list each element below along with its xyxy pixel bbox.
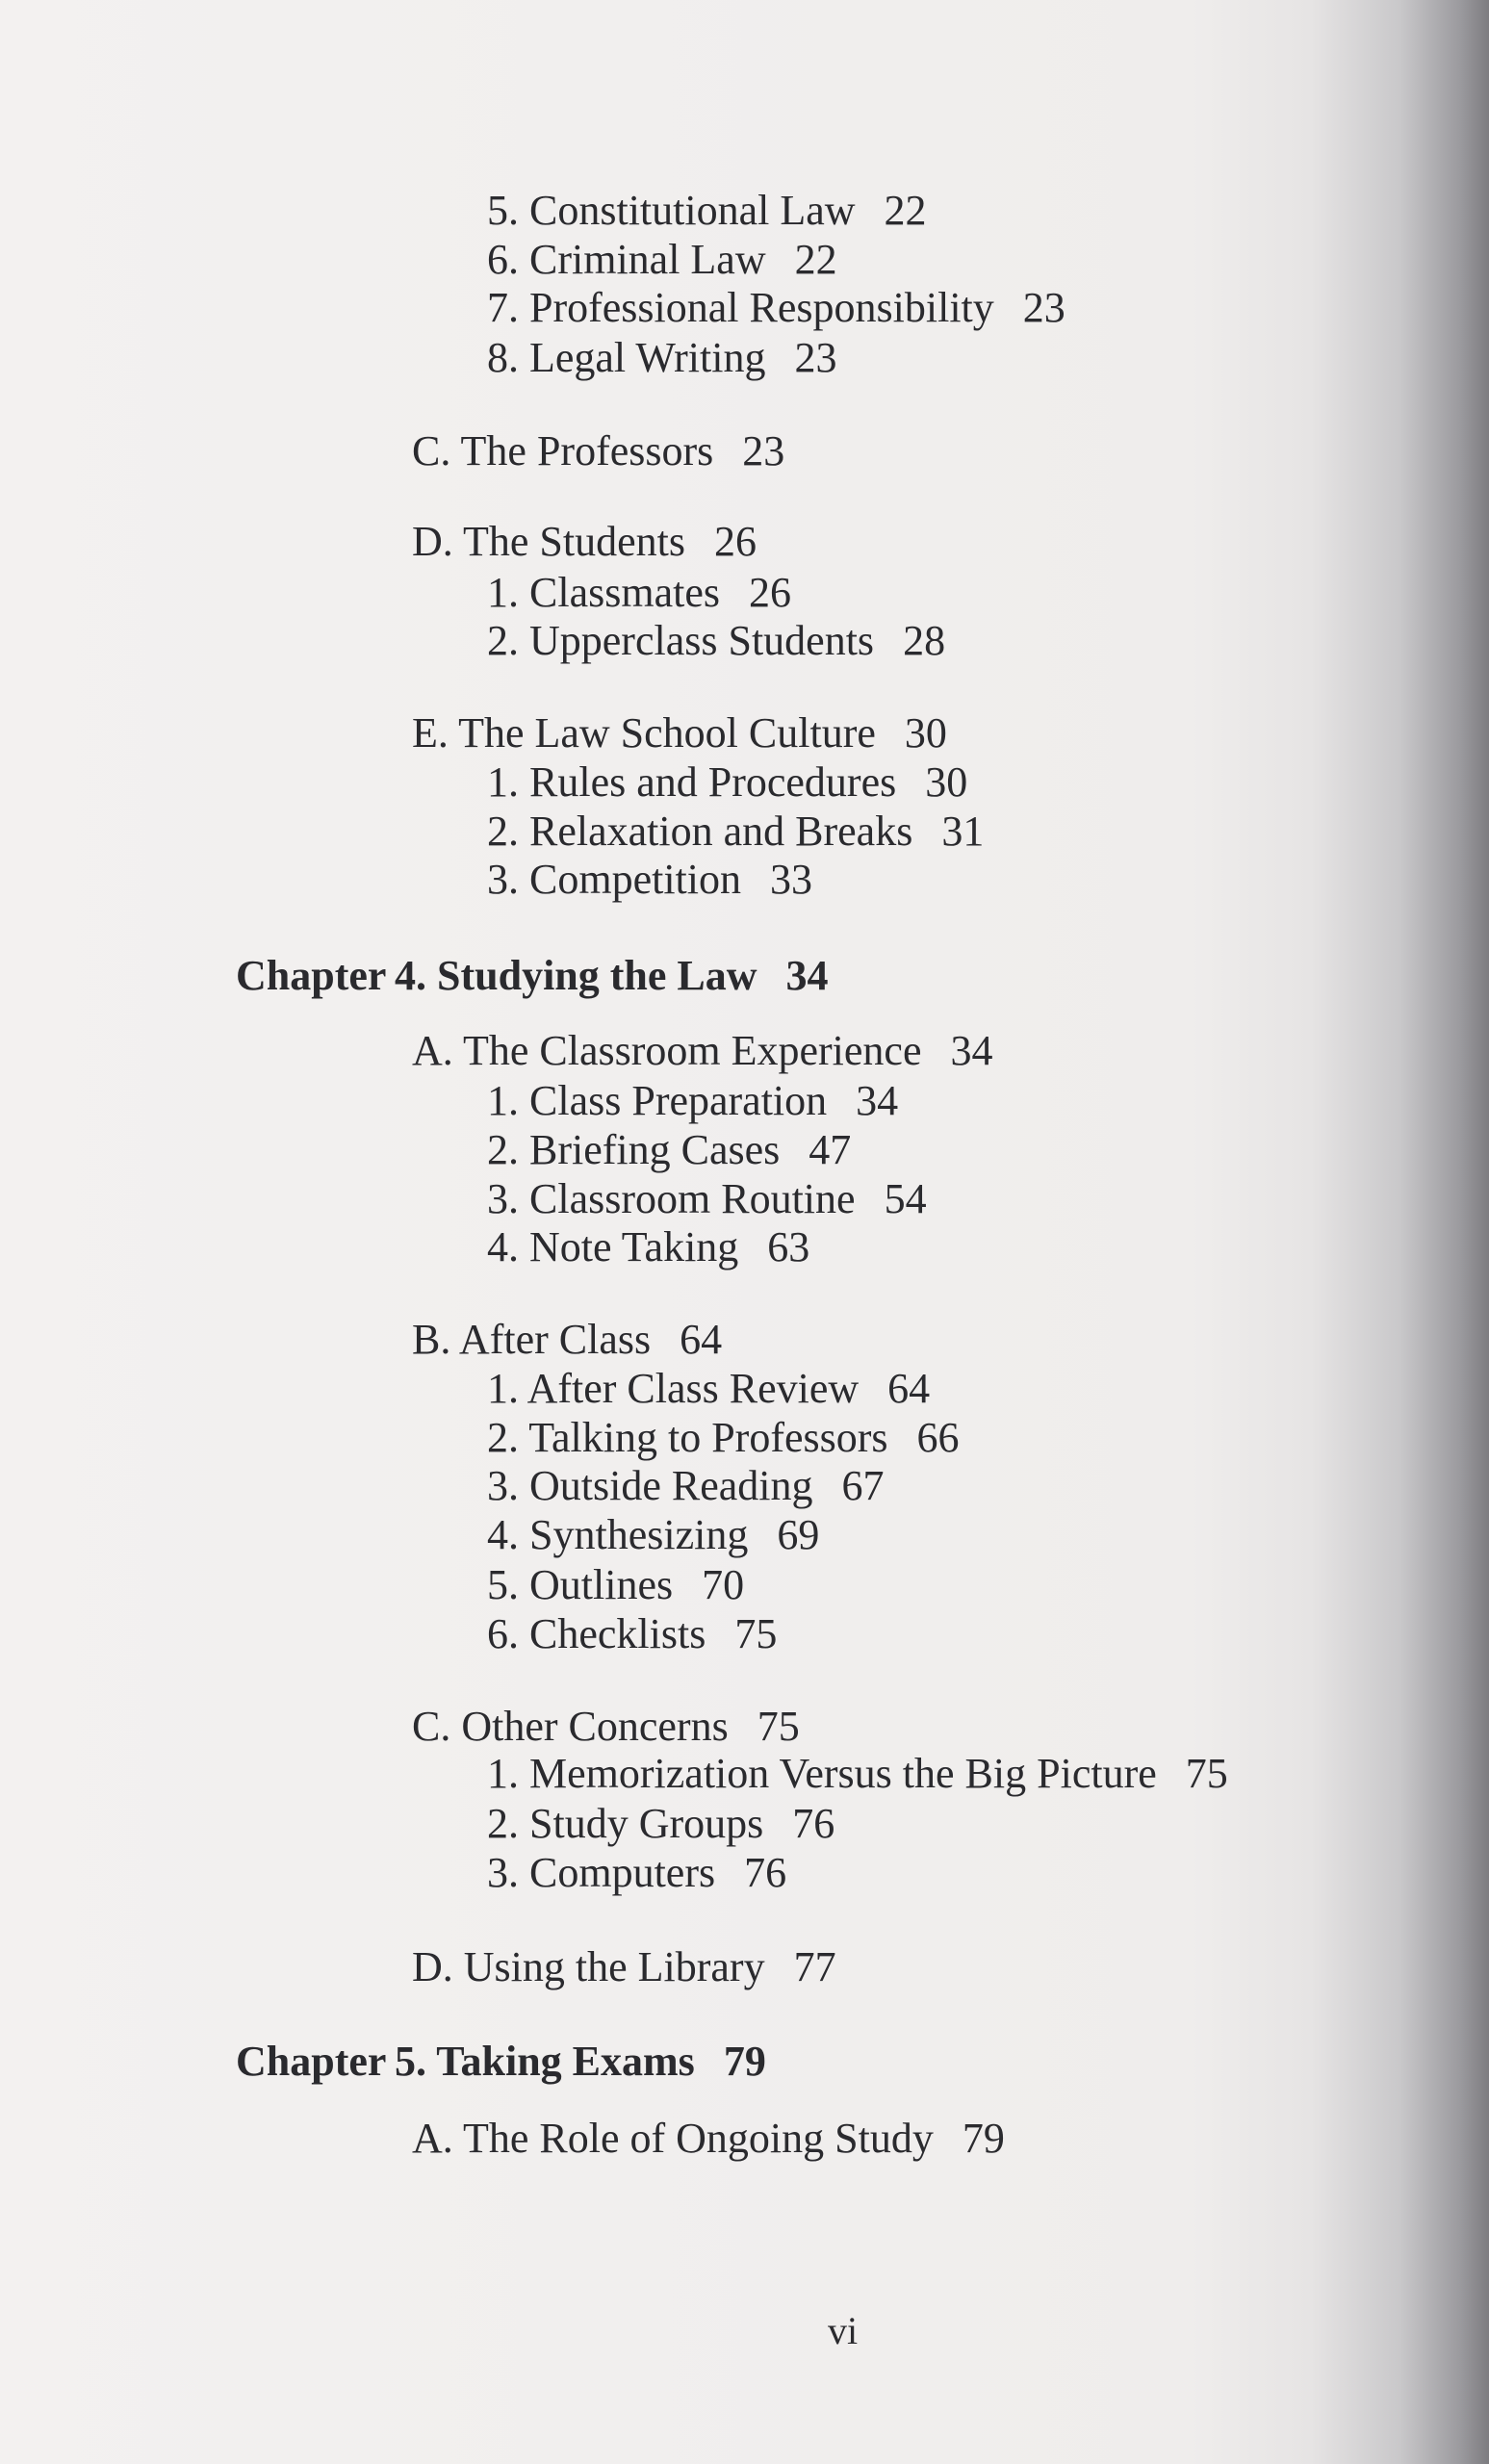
toc-entry <box>487 1223 810 1270</box>
entry-label: 2. Study Groups <box>487 1800 764 1847</box>
entry-label: A. The Role of Ongoing Study <box>412 2115 934 2162</box>
toc-entry <box>487 236 837 283</box>
entry-page: 75 <box>1185 1750 1228 1797</box>
entry-page: 23 <box>742 427 785 475</box>
toc-entry <box>487 1077 899 1124</box>
entry-label: 7. Professional Responsibility <box>487 284 994 331</box>
entry-label: 2. Upperclass Students <box>487 617 875 664</box>
entry-label: 3. Competition <box>487 856 741 903</box>
entry-page: 28 <box>903 617 946 664</box>
toc-entry <box>487 810 984 853</box>
page-number: vi <box>828 2309 859 2352</box>
entry-page: 30 <box>925 758 968 806</box>
toc-entry <box>487 1126 852 1173</box>
entry-label: B. After Class <box>412 1316 652 1363</box>
entry-label: 2. Talking to Professors <box>487 1414 888 1461</box>
entry-page: 70 <box>702 1561 745 1608</box>
toc-section <box>412 1943 836 1990</box>
entry-page: 23 <box>1022 284 1065 331</box>
entry-page: 22 <box>884 187 927 234</box>
toc-entry <box>487 617 946 664</box>
entry-label: 5. Outlines <box>487 1561 674 1608</box>
entry-page: 47 <box>809 1126 852 1173</box>
entry-page: 64 <box>887 1365 931 1412</box>
entry-page: 31 <box>941 808 985 855</box>
entry-page: 67 <box>841 1462 885 1509</box>
toc-section <box>412 1316 723 1363</box>
entry-label: 1. Class Preparation <box>487 1077 828 1124</box>
entry-page: 34 <box>950 1027 993 1074</box>
toc-entry <box>487 1750 1228 1797</box>
entry-page: 75 <box>757 1703 800 1750</box>
entry-page: 66 <box>916 1414 960 1461</box>
entry-label: D. The Students <box>412 518 685 565</box>
toc-chapter <box>236 2040 766 2083</box>
chapter-word: Chapter <box>236 952 387 999</box>
entry-page: 30 <box>904 709 947 757</box>
entry-page: 26 <box>748 569 791 616</box>
entry-page: 34 <box>856 1077 899 1124</box>
toc-section <box>412 1027 993 1074</box>
toc-entry <box>487 1175 927 1222</box>
entry-page: 75 <box>734 1610 778 1657</box>
toc-entry <box>487 1462 885 1509</box>
toc-section <box>412 709 947 757</box>
entry-page: 64 <box>680 1316 723 1363</box>
entry-label: D. Using the Library <box>412 1943 765 1990</box>
toc-entry <box>487 1365 931 1412</box>
entry-label: 2. Relaxation and Breaks <box>487 808 913 855</box>
toc-section <box>412 2115 1005 2162</box>
toc-entry <box>487 1849 787 1896</box>
entry-label: 8. Legal Writing <box>487 334 766 381</box>
entry-page: 76 <box>792 1800 835 1847</box>
entry-page: 69 <box>777 1511 820 1558</box>
toc-section <box>412 518 757 565</box>
toc-entry <box>487 187 927 234</box>
toc-section <box>412 427 785 475</box>
entry-label: 4. Synthesizing <box>487 1511 749 1558</box>
entry-label: 1. Memorization Versus the Big Picture <box>487 1750 1157 1797</box>
toc-entry <box>487 1561 745 1608</box>
entry-page: 79 <box>962 2115 1005 2162</box>
entry-label: 5. Constitutional Law <box>487 187 856 234</box>
entry-page: 23 <box>794 334 837 381</box>
entry-page: 26 <box>713 518 757 565</box>
entry-label: 1. After Class Review <box>487 1365 860 1412</box>
entry-label: 2. Briefing Cases <box>487 1126 781 1173</box>
entry-label: C. The Professors <box>412 427 714 475</box>
entry-page: 54 <box>884 1175 927 1222</box>
toc-entry <box>487 1610 778 1657</box>
toc-entry <box>487 334 837 381</box>
chapter-word: Chapter <box>236 2038 387 2085</box>
toc-entry <box>487 1414 960 1461</box>
entry-label: E. The Law School Culture <box>412 709 876 757</box>
entry-label: 4. Note Taking <box>487 1223 739 1270</box>
entry-label: 1. Rules and Procedures <box>487 758 897 806</box>
entry-page: 63 <box>767 1223 810 1270</box>
entry-page: 79 <box>723 2038 766 2085</box>
toc-entry <box>487 1511 820 1558</box>
toc-entry <box>487 1800 835 1847</box>
toc-chapter <box>236 952 829 999</box>
entry-label: 4. Studying the Law <box>395 952 757 999</box>
entry-label: 6. Checklists <box>487 1610 706 1657</box>
toc-section <box>412 1703 800 1750</box>
entry-page: 33 <box>770 856 812 903</box>
toc-entry <box>487 284 1065 331</box>
entry-page: 34 <box>785 952 829 999</box>
toc-entry <box>487 856 812 903</box>
entry-label: A. The Classroom Experience <box>412 1027 922 1074</box>
entry-label: 3. Computers <box>487 1849 716 1896</box>
entry-page: 77 <box>793 1943 836 1990</box>
entry-label: 5. Taking Exams <box>395 2038 695 2085</box>
entry-page: 22 <box>794 236 837 283</box>
entry-label: C. Other Concerns <box>412 1703 729 1750</box>
entry-label: 1. Classmates <box>487 569 720 616</box>
toc-entry <box>487 569 791 616</box>
entry-label: 3. Classroom Routine <box>487 1175 856 1222</box>
entry-label: 6. Criminal Law <box>487 236 766 283</box>
entry-page: 76 <box>744 1849 787 1896</box>
toc-entry <box>487 758 968 806</box>
entry-label: 3. Outside Reading <box>487 1462 813 1509</box>
